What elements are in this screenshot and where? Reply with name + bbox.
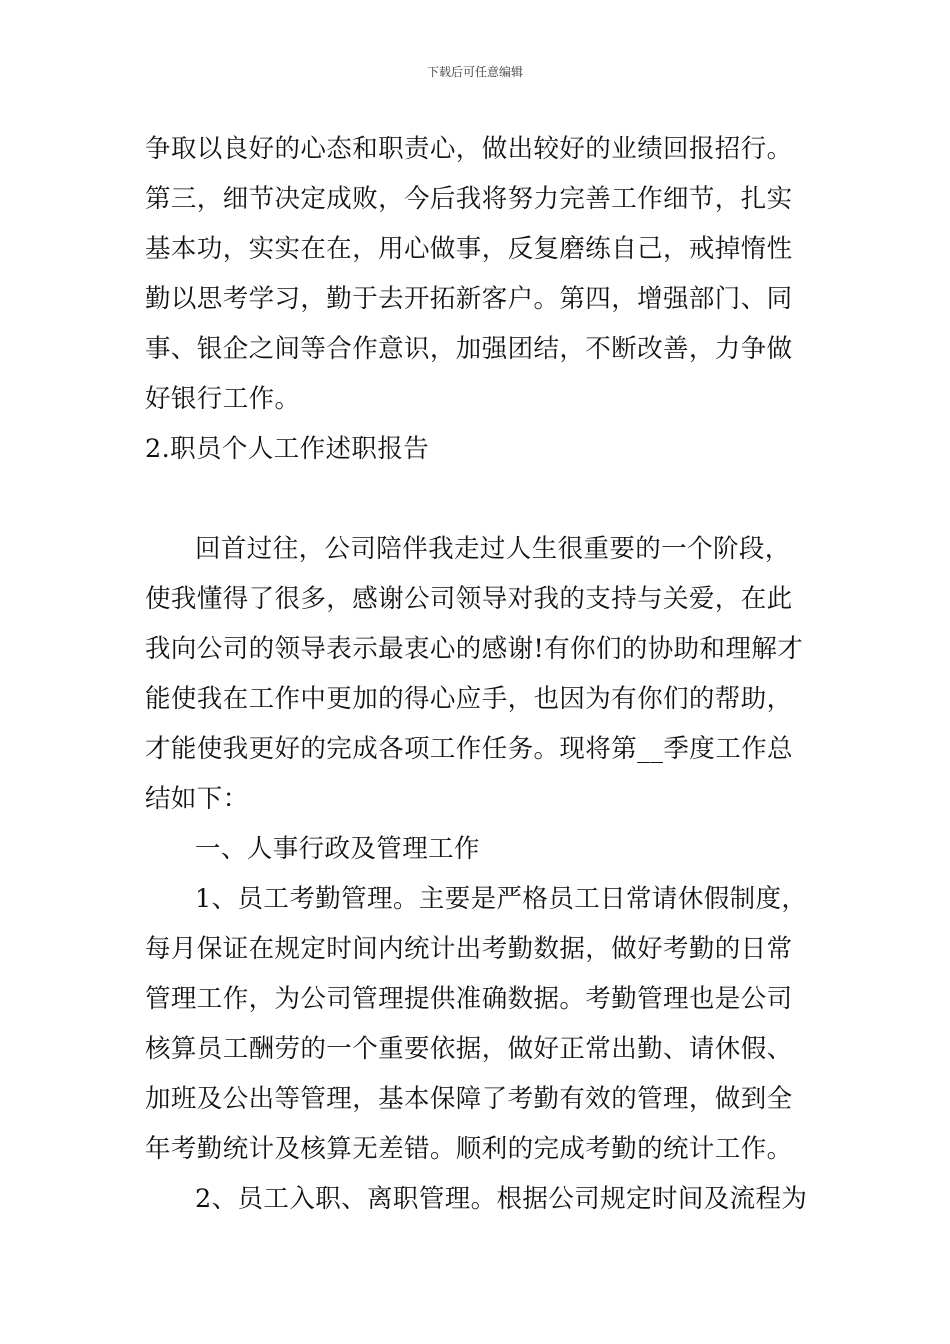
item-1-line: 每月保证在规定时间内统计出考勤数据，做好考勤的日常 [145, 934, 793, 964]
blank-gap [145, 474, 810, 524]
item-1-line: 加班及公出等管理，基本保障了考勤有效的管理，做到全 [145, 1084, 793, 1114]
intro-line: 结如下： [145, 784, 249, 814]
page-header: 下载后可任意编辑 [426, 65, 523, 79]
document-body [145, 124, 810, 1224]
body-line: 好银行工作。 [145, 384, 301, 414]
body-line: 基本功，实实在在，用心做事，反复磨练自己，戒掉惰性 [145, 234, 793, 264]
intro-line: 我向公司的领导表示最衷心的感谢!有你们的协助和理解才 [145, 634, 804, 664]
item-1-line: 管理工作，为公司管理提供准确数据。考勤管理也是公司 [145, 984, 793, 1014]
item-2-line: 2、员工入职、离职管理。根据公司规定时间及流程为 [195, 1184, 808, 1214]
heading-1: 一、人事行政及管理工作 [195, 834, 480, 864]
item-1-line: 年考勤统计及核算无差错。顺利的完成考勤的统计工作。 [145, 1134, 793, 1164]
body-line: 第三，细节决定成败，今后我将努力完善工作细节，扎实 [145, 184, 793, 214]
section-title: 2.职员个人工作述职报告 [145, 434, 430, 464]
intro-line: 能使我在工作中更加的得心应手，也因为有你们的帮助， [145, 684, 793, 714]
body-line: 争取以良好的心态和职责心，做出较好的业绩回报招行。 [145, 134, 793, 164]
item-1-line: 1、员工考勤管理。主要是严格员工日常请休假制度， [195, 884, 808, 914]
body-line: 勤以思考学习，勤于去开拓新客户。第四，增强部门、同 [145, 284, 793, 314]
intro-line: 使我懂得了很多，感谢公司领导对我的支持与关爱，在此 [145, 584, 793, 614]
item-1-line: 核算员工酬劳的一个重要依据，做好正常出勤、请休假、 [145, 1034, 793, 1064]
intro-line: 才能使我更好的完成各项工作任务。现将第__季度工作总 [145, 734, 793, 764]
intro-line: 回首过往，公司陪伴我走过人生很重要的一个阶段， [195, 534, 791, 564]
body-line: 事、银企之间等合作意识，加强团结，不断改善，力争做 [145, 334, 793, 364]
